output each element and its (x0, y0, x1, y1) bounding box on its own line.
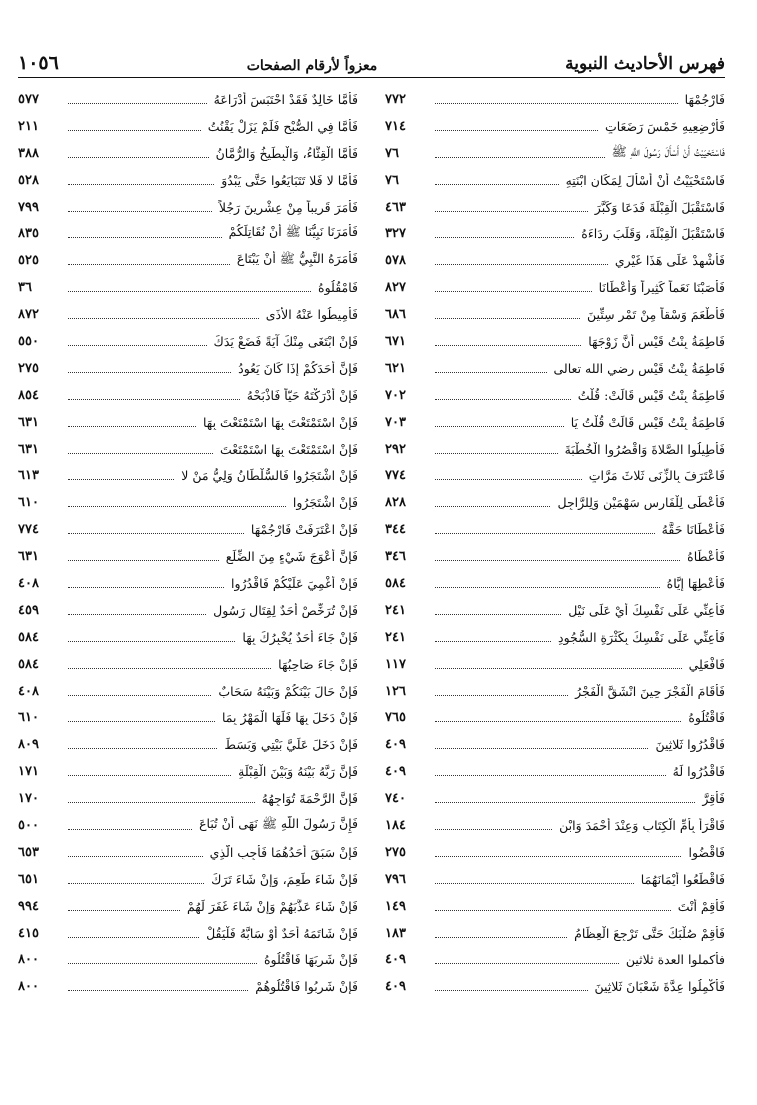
index-entry (18, 570, 358, 597)
leader-dots (435, 668, 682, 669)
hadith-text: فَأَعْطَاهُ (687, 549, 725, 565)
index-entry (18, 140, 358, 167)
page-ref: ١٧٠ (18, 791, 39, 807)
hadith-text: فَأَمَرَهُ النَّبِيُّ ﷺ أَنْ يَبْتَاعَ (236, 251, 358, 267)
index-entry (385, 489, 725, 516)
index-entry (385, 543, 725, 570)
leader-dots (68, 130, 201, 131)
page-ref: ٢٩٢ (385, 441, 406, 457)
hadith-text: فَارْجُمْهَا (684, 91, 725, 107)
index-entry (385, 624, 725, 651)
leader-dots (68, 883, 204, 884)
hadith-text: فَإِنْ تُرَخِّصْ أَحَدٌ لِقِتَالِ رَسُولِ (213, 602, 358, 618)
page-ref: ٥٨٤ (385, 575, 406, 591)
leader-dots (68, 372, 231, 373)
left-column (18, 86, 358, 1000)
index-entry (18, 651, 358, 678)
index-entry (18, 194, 358, 221)
page-ref: ١٨٣ (385, 925, 406, 941)
hadith-text: فَأَمَرَنَا نَبِيُّنَا ﷺ أَنْ نُقَاتِلَكُمْ (228, 224, 358, 240)
index-entry (18, 839, 358, 866)
leader-dots (68, 910, 180, 911)
leader-dots (68, 479, 174, 480)
hadith-text: فَإِنَّ رَسُولَ اللَّهِ ﷺ نَهَى أَنْ تُبَاعَ (199, 815, 358, 831)
leader-dots (68, 184, 214, 185)
page-ref: ٤٠٩ (385, 979, 406, 995)
hadith-text: فَأَقِمْ صُلْبَكَ حَتَّى تَرْجِعَ الْعِظَامُ (574, 925, 725, 941)
index-entry (18, 220, 358, 247)
leader-dots (68, 695, 211, 696)
page-ref: ٦١٠ (18, 710, 39, 726)
leader-dots (68, 264, 230, 265)
index-entry (385, 436, 725, 463)
page-ref: ١٧١ (18, 764, 39, 780)
hadith-text: فَأَكْمِلُوا عِدَّةَ شَعْبَانَ ثَلاثِينَ (594, 979, 725, 995)
leader-dots (68, 103, 207, 104)
page-ref: ٧٧٤ (18, 522, 39, 538)
leader-dots (68, 856, 203, 857)
index-columns (18, 86, 725, 1076)
index-entry (385, 140, 725, 167)
index-entry (385, 785, 725, 812)
leader-dots (435, 883, 634, 884)
hadith-text: فَإِنْ شَرِبَهَا فَاقْتُلُوهُ (263, 952, 358, 968)
index-entry (18, 436, 358, 463)
hadith-text: فأكملوا العدة ثلاثين (625, 952, 725, 968)
hadith-text: فَإِنْ جَاءَ أَحَدٌ يُخْبِرُكَ بِهَا (242, 629, 358, 645)
index-entry (385, 382, 725, 409)
page-ref: ٨٥٤ (18, 387, 39, 403)
index-entry (18, 731, 358, 758)
index-entry (385, 866, 725, 893)
hadith-text: فَاطِمَةُ بِنْتُ قَيْسٍ قَالَتْ قُلْتُ يَا (570, 414, 725, 430)
page-ref: ٢٧٥ (18, 360, 39, 376)
leader-dots (435, 990, 588, 991)
index-entry (385, 516, 725, 543)
index-entry (18, 382, 358, 409)
page-ref: ٧٦٥ (385, 710, 406, 726)
index-entry (18, 274, 358, 301)
page-header (18, 48, 725, 78)
leader-dots (435, 291, 592, 292)
page-number: ١٠٥٦ (18, 52, 59, 74)
hadith-text: فَاقْدُرُوا لَهُ (672, 764, 725, 780)
index-page (18, 48, 725, 1088)
index-entry (18, 678, 358, 705)
page-ref: ٧٠٣ (385, 414, 406, 430)
page-ref: ٨٣٥ (18, 226, 39, 242)
index-entry (18, 758, 358, 785)
page-ref: ٧٦ (385, 145, 399, 161)
page-ref: ٤١٥ (18, 925, 39, 941)
hadith-text: فَاطِمَةُ بِنْتُ قَيْسٍ أَنَّ زَوْجَهَا (588, 333, 725, 349)
index-entry (385, 220, 725, 247)
page-ref: ٥٧٧ (18, 91, 39, 107)
hadith-text: فَأَعْطَى لِلْفَارِسِ سَهْمَيْنِ وَلِلرَّاجِلِ (557, 495, 725, 511)
index-entry (18, 489, 358, 516)
page-ref: ٣٢٧ (385, 226, 406, 242)
hadith-text: فَاقْدُرُوا ثَلاثِينَ (655, 737, 725, 753)
page-ref: ٩٩٤ (18, 898, 39, 914)
page-ref: ٦٣١ (18, 441, 39, 457)
page-ref: ٧٧٤ (385, 468, 406, 484)
hadith-text: فَإِنْ اسْتَمْتَعْتَ بِهَا اسْتَمْتَعْتَ (220, 441, 358, 457)
page-ref: ٦٥٣ (18, 844, 39, 860)
leader-dots (435, 910, 671, 911)
leader-dots (435, 399, 571, 400)
leader-dots (435, 345, 581, 346)
hadith-text: فَاقْرَأْ بِأُمِّ الْكِتَابِ وَعِنْدَ أَحْمَدَ وَابْنِ (559, 817, 725, 833)
page-ref: ٤٠٨ (18, 575, 39, 591)
index-entry (18, 167, 358, 194)
leader-dots (68, 426, 196, 427)
leader-dots (435, 775, 666, 776)
index-entry (18, 301, 358, 328)
index-entry (18, 328, 358, 355)
hadith-text: فَاسْتَحْيَيْتُ أَنْ أَسْأَلَ رَسُولَ اللَّهِ ﷺ (611, 143, 725, 159)
index-entry (385, 920, 725, 947)
leader-dots (68, 802, 255, 803)
index-entry (385, 194, 725, 221)
hadith-text: فَإِنْ اشْتَجَرُوا فَالسُّلْطَانُ وَلِيُّ مَنْ لا (181, 468, 358, 484)
page-ref: ٦٥١ (18, 871, 39, 887)
hadith-text: فَأَعِنِّي عَلَى نَفْسِكَ أَيْ عَلَى نَيْلِ (568, 602, 725, 618)
leader-dots (68, 721, 215, 722)
leader-dots (435, 130, 598, 131)
page-ref: ٧٩٩ (18, 199, 39, 215)
hadith-text: فَإِنْ دَخَلَ بِهَا فَلَهَا الْمَهْرُ بِمَا (221, 710, 358, 726)
hadith-text: فَإِنْ جَاءَ صَاحِبُهَا (278, 656, 358, 672)
index-entry (385, 328, 725, 355)
leader-dots (68, 211, 212, 212)
hadith-text: فَأَمَّا لا فَلا تَتَبَايَعُوا حَتَّى يَبْدُوَ (221, 172, 358, 188)
index-entry (18, 812, 358, 839)
hadith-text: فَاقْتُلُوهُ (688, 710, 725, 726)
hadith-text: فَإِنْ اشْتَجَرُوا (292, 495, 358, 511)
hadith-text: فَأَمِيطُوا عَنْهُ الأَذَى (265, 307, 358, 323)
leader-dots (68, 157, 209, 158)
page-ref: ٥٢٨ (18, 172, 39, 188)
page-ref: ٢٤١ (385, 629, 406, 645)
leader-dots (435, 748, 648, 749)
leader-dots (68, 668, 271, 669)
hadith-text: فَامْقُلُوهُ (318, 280, 358, 296)
index-entry (18, 947, 358, 974)
hadith-text: فَإِنَّ أَحَدَكُمْ إِذَا كَانَ يَعُودُ (238, 360, 358, 376)
page-ref: ٤٠٨ (18, 683, 39, 699)
leader-dots (68, 937, 199, 938)
leader-dots (435, 264, 608, 265)
hadith-text: فَإِنْ دَخَلَ عَلَيَّ بَيْتِي وَبَسَطَ (224, 737, 358, 753)
page-ref: ٥٥٠ (18, 333, 39, 349)
leader-dots (68, 560, 219, 561)
leader-dots (435, 533, 655, 534)
index-entry (385, 839, 725, 866)
page-ref: ٦١٣ (18, 468, 39, 484)
leader-dots (68, 829, 192, 830)
hadith-text: فَأَعِنِّي عَلَى نَفْسِكَ بِكَثْرَةِ السُّجُودِ (558, 629, 725, 645)
leader-dots (68, 641, 235, 642)
leader-dots (435, 506, 550, 507)
hadith-text: فَأَطِيلُوا الصَّلاةَ وَاقْصُرُوا الْخُطْبَةَ (564, 441, 725, 457)
hadith-text: فَاسْتَقْبَلَ الْقِبْلَةَ، وَقَلَبَ رِدَاءَهُ (581, 226, 725, 242)
leader-dots (435, 479, 582, 480)
index-entry (385, 301, 725, 328)
leader-dots (68, 614, 206, 615)
index-entry (18, 704, 358, 731)
index-entry (385, 973, 725, 1000)
page-ref: ٧٧٢ (385, 91, 406, 107)
index-entry (385, 758, 725, 785)
index-entry (18, 409, 358, 436)
index-entry (385, 597, 725, 624)
hadith-text: فَإِنَّ رَبَّهُ بَيْنَهُ وَبَيْنَ الْقِبْلَةِ (238, 764, 358, 780)
page-ref: ٨٢٨ (385, 495, 406, 511)
hadith-text: فَأَمَرَ قَرِيباً مِنْ عِشْرِينَ رَجُلاً (218, 199, 358, 215)
page-ref: ٤٥٩ (18, 602, 39, 618)
hadith-text: فَأَشْهِدْ عَلَى هَذَا غَيْرِي (614, 253, 725, 269)
leader-dots (435, 937, 567, 938)
page-ref: ١٨٤ (385, 817, 406, 833)
page-ref: ٦٨٦ (385, 307, 406, 323)
page-ref: ٤٠٩ (385, 952, 406, 968)
page-ref: ٨٧٢ (18, 307, 39, 323)
hadith-text: فَأَعْطَانَا حَقَّهُ (661, 522, 725, 538)
leader-dots (435, 641, 551, 642)
leader-dots (68, 318, 259, 319)
hadith-text: فَإِنْ أَدْرَكْتَهُ حَيّاً فَاذْبَحْهُ (246, 387, 358, 403)
leader-dots (68, 775, 231, 776)
page-ref: ٢٧٥ (385, 844, 406, 860)
hadith-text: فَاطِمَةُ بِنْتُ قَيْسٍ قَالَتْ: قُلْتُ (577, 387, 725, 403)
hadith-text: فَأَقِمْ أَنْتَ (677, 898, 725, 914)
hadith-text: فَاسْتَقْبَلَ الْقِبْلَةَ فَدَعَا وَكَبَّرَ (594, 199, 725, 215)
index-entry (18, 462, 358, 489)
index-entry (385, 409, 725, 436)
page-ref: ٣٤٦ (385, 549, 406, 565)
leader-dots (435, 695, 568, 696)
right-column (385, 86, 725, 1000)
leader-dots (68, 399, 240, 400)
leader-dots (435, 103, 678, 104)
index-entry (18, 543, 358, 570)
page-ref: ١١٧ (385, 656, 406, 672)
hadith-text: فَأَقِرَّ (702, 791, 725, 807)
page-ref: ٢١١ (18, 118, 39, 134)
index-entry (385, 947, 725, 974)
hadith-text: فَإِنْ حَالَ بَيْنَكُمْ وَبَيْنَهُ سَحَابٌ (218, 683, 358, 699)
page-ref: ٧١٤ (385, 118, 406, 134)
index-entry (385, 274, 725, 301)
running-title: فهرس الأحاديث النبوية (565, 54, 725, 74)
hadith-text: فَإِنَّ الرَّحْمَةَ تُوَاجِهُهُ (261, 791, 358, 807)
index-entry (385, 812, 725, 839)
leader-dots (435, 318, 580, 319)
hadith-text: فَإِنْ شَاءَ عَذَّبَهُمْ وَإِنْ شَاءَ غَفَرَ لَهُمْ (186, 898, 358, 914)
page-ref: ٧٤٠ (385, 791, 406, 807)
leader-dots (435, 157, 605, 158)
page-ref: ٨٠٩ (18, 737, 39, 753)
index-entry (18, 785, 358, 812)
page-ref: ٥٠٠ (18, 817, 39, 833)
index-entry (18, 516, 358, 543)
index-entry (18, 247, 358, 274)
index-entry (18, 355, 358, 382)
index-entry (385, 462, 725, 489)
hadith-text: فَإِنْ شَرِبُوا فَاقْتُلُوهُمْ (255, 979, 358, 995)
page-ref: ٨٠٠ (18, 952, 39, 968)
leader-dots (435, 802, 695, 803)
leader-dots (435, 237, 574, 238)
page-ref: ٧٩٦ (385, 871, 406, 887)
leader-dots (68, 453, 213, 454)
hadith-text: فَأَعْطِهَا إِيَّاهُ (666, 575, 725, 591)
hadith-text: فَأَمَّا فِي الصُّبْحِ فَلَمْ يَزَلْ يَقْنُتُ (207, 118, 358, 134)
hadith-text: فَأَصَبْنَا نَعَماً كَثِيراً وَأَعْطَانَا (598, 280, 725, 296)
hadith-text: فَإِنْ أُغْمِيَ عَلَيْكُمْ فَاقْدُرُوا (231, 575, 358, 591)
page-ref: ٧٠٢ (385, 387, 406, 403)
hadith-text: فَاسْتَحْيَيْتُ أَنْ أَسْأَلَ لِمَكَانِ ابْنَتِهِ (565, 172, 725, 188)
hadith-text: فَإِنْ اعْتَرَفَتْ فَارْجُمْهَا (250, 522, 358, 538)
page-ref: ٨٠٠ (18, 979, 39, 995)
hadith-text: فَإِنْ ابْتَغَى مِنْكَ آيَةً فَضَعْ يَدَكَ (213, 333, 358, 349)
leader-dots (435, 426, 564, 427)
page-ref: ٣٤٤ (385, 522, 406, 538)
hadith-text: فَافْعَلِي (688, 656, 725, 672)
hadith-text: فَإِنَّ أَعْوَجَ شَيْءٍ مِنَ الضِّلَعِ (225, 549, 358, 565)
leader-dots (68, 990, 248, 991)
leader-dots (68, 963, 257, 964)
page-ref: ١٢٦ (385, 683, 406, 699)
hadith-text: فَإِنْ شَاتَمَهُ أَحَدٌ أَوْ سَابَّهُ فَلْيَقُلْ (206, 925, 358, 941)
page-ref: ٤٠٩ (385, 737, 406, 753)
index-entry (385, 247, 725, 274)
leader-dots (435, 372, 547, 373)
leader-dots (435, 560, 680, 561)
index-entry (18, 893, 358, 920)
hadith-text: فَأَقَامَ الْفَجْرَ حِينَ انْشَقَّ الْفَجْرُ (575, 683, 725, 699)
page-ref: ٦٧١ (385, 333, 406, 349)
index-entry (385, 570, 725, 597)
page-ref: ٥٧٨ (385, 253, 406, 269)
leader-dots (435, 211, 588, 212)
leader-dots (68, 345, 207, 346)
page-ref: ٣٨٨ (18, 145, 39, 161)
index-entry (18, 86, 358, 113)
running-subtitle: معزواً لأرقام الصفحات (246, 58, 378, 74)
hadith-text: فَأَرْضِعِيهِ خَمْسَ رَضَعَاتٍ (604, 118, 725, 134)
hadith-text: فَإِنْ سَبَقَ أَحَدُهُمَا فَأَجِبِ الَّذِي (209, 844, 358, 860)
leader-dots (435, 829, 552, 830)
index-entry (18, 113, 358, 140)
leader-dots (68, 587, 224, 588)
page-ref: ٥٢٥ (18, 253, 39, 269)
hadith-text: فَأَمَّا الْقِثَّاءُ، وَالْبِطِّيخُ وَالرُّمَّانُ (215, 145, 358, 161)
page-ref: ٥٨٤ (18, 629, 39, 645)
leader-dots (435, 184, 559, 185)
index-entry (385, 893, 725, 920)
index-entry (385, 113, 725, 140)
index-entry (18, 973, 358, 1000)
hadith-text: فَاقْضُوا (688, 844, 725, 860)
page-ref: ٨٢٧ (385, 280, 406, 296)
leader-dots (435, 856, 681, 857)
index-entry (385, 86, 725, 113)
leader-dots (68, 506, 286, 507)
page-ref: ٤٠٩ (385, 764, 406, 780)
leader-dots (435, 453, 558, 454)
page-ref: ٦١٠ (18, 495, 39, 511)
page-ref: ١٤٩ (385, 898, 406, 914)
leader-dots (435, 587, 660, 588)
hadith-text: فَاقْطَعُوا أَيْمَانَهُمَا (640, 871, 725, 887)
hadith-text: فَأَمَّا خَالِدٌ فَقَدْ احْتَبَسَ أَدْرَاعَهُ (213, 91, 358, 107)
index-entry (385, 355, 725, 382)
leader-dots (68, 237, 222, 238)
hadith-text: فَاطِمَةُ بِنْتُ قَيْسٍ رضي الله تعالى (553, 360, 725, 376)
index-entry (18, 866, 358, 893)
page-ref: ٤٦٣ (385, 199, 406, 215)
hadith-text: فَاعْتَرَفَ بِالزِّنَى ثَلاثَ مَرَّاتٍ (588, 468, 725, 484)
leader-dots (435, 614, 561, 615)
leader-dots (435, 963, 619, 964)
leader-dots (435, 721, 681, 722)
page-ref: ٧٦ (385, 172, 399, 188)
page-ref: ٦٢١ (385, 360, 406, 376)
hadith-text: فَأَطْعَمَ وَسْقاً مِنْ تَمْرٍ سِتِّينَ (587, 307, 725, 323)
index-entry (385, 167, 725, 194)
index-entry (18, 920, 358, 947)
leader-dots (68, 748, 217, 749)
page-ref: ٦٣١ (18, 414, 39, 430)
index-entry (385, 678, 725, 705)
page-ref: ٢٤١ (385, 602, 406, 618)
hadith-text: فَإِنْ شَاءَ طَعِمَ، وَإِنْ شَاءَ تَرَكَ (211, 871, 358, 887)
page-ref: ٣٦ (18, 280, 32, 296)
page-ref: ٥٨٤ (18, 656, 39, 672)
index-entry (385, 651, 725, 678)
hadith-text: فَإِنْ اسْتَمْتَعْتَ بِهَا اسْتَمْتَعْتَ بِهَا (203, 414, 358, 430)
page-ref: ٦٣١ (18, 549, 39, 565)
index-entry (18, 624, 358, 651)
leader-dots (68, 291, 311, 292)
index-entry (18, 597, 358, 624)
index-entry (385, 731, 725, 758)
index-entry (385, 704, 725, 731)
leader-dots (68, 533, 244, 534)
